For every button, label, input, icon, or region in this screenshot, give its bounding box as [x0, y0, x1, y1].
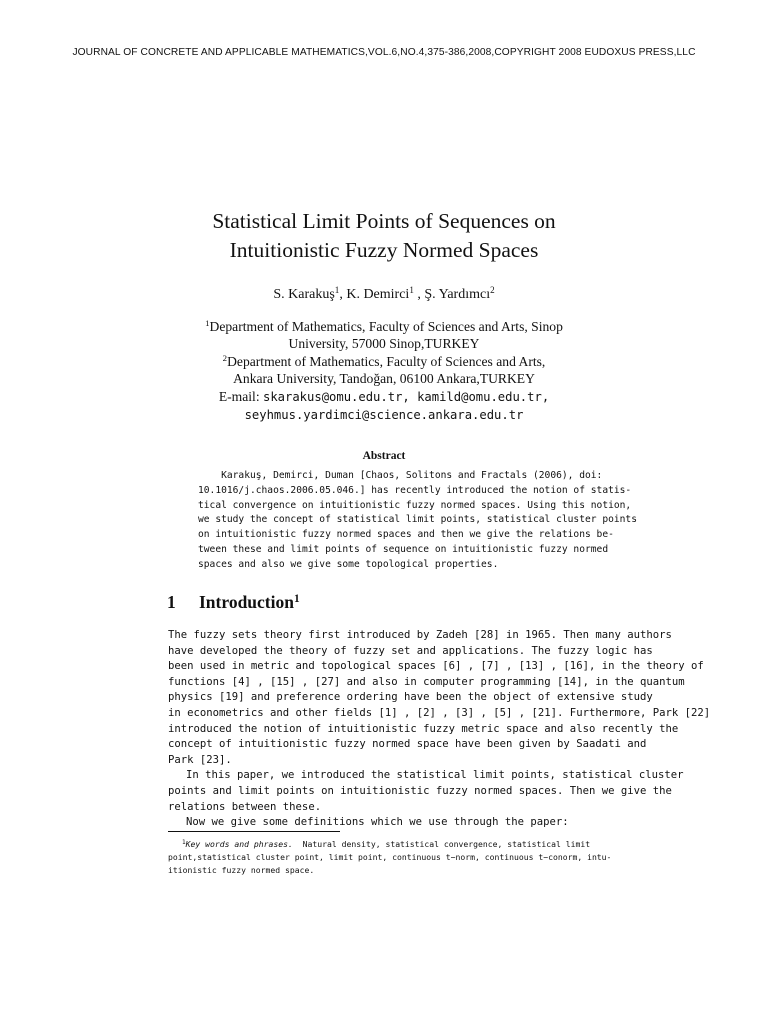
title-line-1: Statistical Limit Points of Sequences on: [212, 209, 556, 233]
title-line-2: Intuitionistic Fuzzy Normed Spaces: [229, 238, 539, 262]
paragraph-line: physics [19] and preference ordering have been the object of extensive study: [168, 691, 653, 704]
paragraph-line: functions [4] , [15] , [27] and also in computer programming [14], in the quantum: [168, 675, 685, 688]
author-separator: ,: [339, 287, 347, 302]
affiliation-2-mark: 2: [222, 352, 228, 363]
paper-title: [84, 207, 684, 265]
paragraph-line: have developed the theory of fuzzy set and applications. The fuzzy logic has: [168, 644, 653, 657]
email-line-2: [84, 406, 684, 424]
email-addresses-1: skarakus@omu.edu.tr, kamild@omu.edu.tr,: [263, 389, 550, 404]
affiliation-2-line-2: Ankara University, Tandoğan, 06100 Ankara,TURKEY: [233, 371, 535, 387]
author-1-affil-mark: 1: [334, 285, 340, 295]
paragraph-line: Park [23].: [168, 753, 232, 766]
abstract-line: on intuitionistic fuzzy normed spaces and then we give the relations be-: [198, 529, 614, 541]
email-line-1: [84, 388, 684, 406]
body-text: [168, 628, 711, 831]
abstract-heading: Abstract: [362, 450, 406, 462]
paragraph-line: introduced the notion of intuitionistic fuzzy metric space and also recently the: [168, 722, 679, 735]
abstract-line: spaces and also we give some topological properties.: [198, 558, 499, 570]
paragraph-line: been used in metric and topological spaces [6] , [7] , [13] , [16], in the theory of: [168, 660, 704, 673]
footnote-number: 1: [182, 839, 186, 846]
paragraph-line: In this paper, we introduced the statistical limit points, statistical cluster: [186, 769, 684, 782]
section-number: 1: [167, 592, 176, 612]
paragraph-line: points and limit points on intuitionistic fuzzy normed spaces. Then we give the: [168, 784, 672, 797]
footnote-rule: [168, 831, 340, 832]
paragraph-line: in econometrics and other fields [1] , [2] , [3] , [5] , [21]. Furthermore, Park [22]: [168, 706, 711, 719]
author-1: S. Karakuş: [273, 287, 335, 302]
footnote-line-2: point,statistical cluster point, limit point, continuous t−norm, continuous t−conorm, intu-: [168, 852, 612, 863]
paragraph-line: The fuzzy sets theory first introduced by Zadeh [28] in 1965. Then many authors: [168, 629, 672, 641]
footnote-label: Key words and phrases.: [185, 839, 293, 850]
affiliations: [84, 318, 684, 424]
footnote: [168, 836, 612, 877]
author-2-affil-mark: 1: [409, 285, 414, 295]
affiliation-2-line-1: [84, 353, 684, 370]
affiliation-1-text: Department of Mathematics, Faculty of Sciences and Arts, Sinop: [209, 319, 563, 334]
section-heading: [167, 592, 300, 613]
affiliation-2-text: Department of Mathematics, Faculty of Sciences and Arts,: [227, 353, 546, 369]
footnote-mark: 1: [293, 592, 300, 605]
abstract-line: 10.1016/j.chaos.2006.05.046.] has recently introduced the notion of statis-: [198, 484, 632, 496]
footnote-line-1: [168, 836, 600, 851]
abstract-line: we study the concept of statistical limit points, statistical cluster points: [198, 514, 637, 526]
email-label: E-mail:: [218, 388, 263, 404]
email-addresses-2: seyhmus.yardimci@science.ankara.edu.tr: [244, 408, 524, 423]
section-title-text: Introduction: [199, 592, 294, 612]
author-3-affil-mark: 2: [490, 285, 495, 295]
paragraph-line: relations between these.: [168, 800, 322, 813]
affiliation-1-line-1: [84, 318, 684, 335]
author-3: Ş. Yardımcı: [424, 287, 491, 302]
running-head: JOURNAL OF CONCRETE AND APPLICABLE MATHEMATICS,VOL.6,NO.4,375-386,2008,COPYRIGHT 2008 EUDOXUS PRESS,LLC: [72, 47, 696, 58]
author-2: K. Demirci: [346, 287, 410, 302]
paragraph-line: Now we give some definitions which we use through the paper:: [186, 816, 569, 829]
abstract-body: [198, 469, 637, 573]
footnote-line-3: itionistic fuzzy normed space.: [168, 865, 315, 876]
abstract-line: Karakuş, Demirci, Duman [Chaos, Solitons and Fractals (2006), doi:: [198, 470, 603, 481]
author-separator: ,: [413, 287, 425, 302]
affiliation-1-line-2: University, 57000 Sinop,TURKEY: [288, 336, 480, 352]
footnote-text: Natural density, statistical convergence, statistical limit: [292, 839, 591, 850]
abstract-line: tical convergence on intuitionistic fuzzy normed spaces. Using this notion,: [198, 499, 632, 511]
abstract-line: tween these and limit points of sequence on intuitionistic fuzzy normed: [198, 543, 609, 555]
affiliation-1-mark: 1: [205, 318, 210, 329]
paragraph-line: concept of intuitionistic fuzzy normed space have been given by Saadati and: [168, 738, 647, 751]
author-list: [84, 287, 684, 303]
